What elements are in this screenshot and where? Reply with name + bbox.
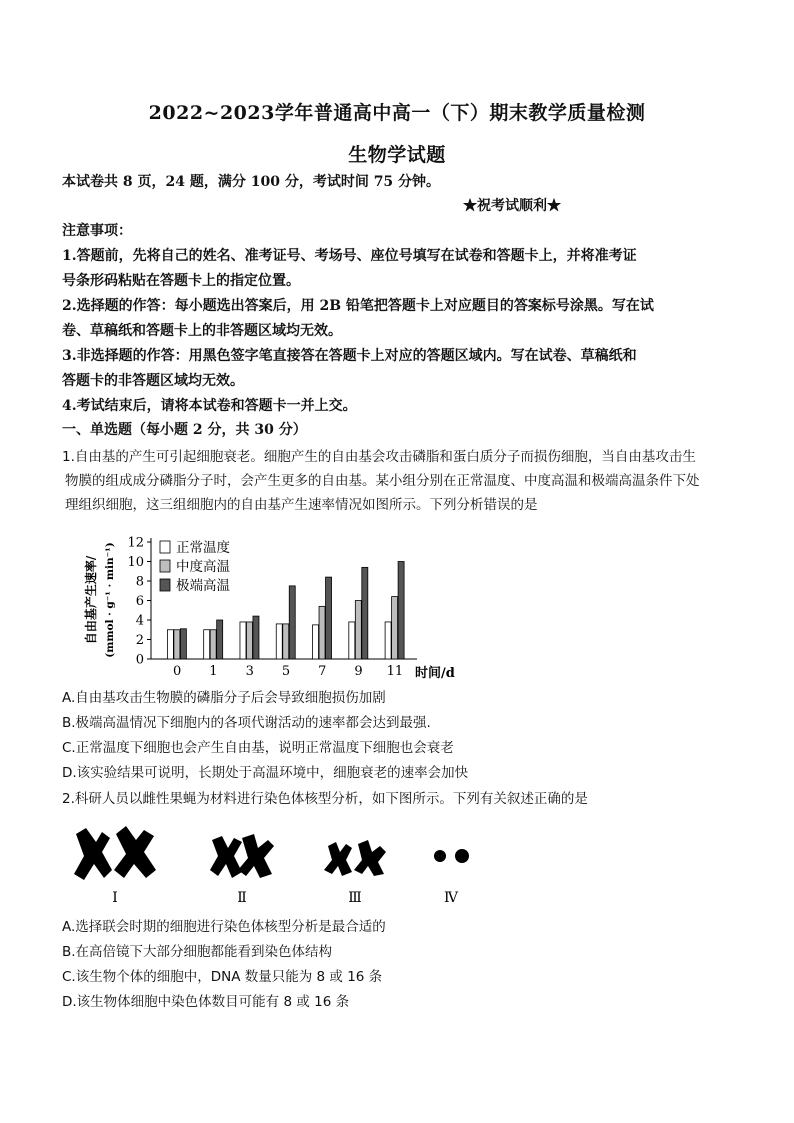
bar-正常温度 — [167, 630, 173, 659]
bar-中度高温 — [210, 630, 216, 659]
bar-中度高温 — [246, 622, 252, 659]
legend-swatch — [160, 541, 170, 553]
question-1-stem: 1.自由基的产生可引起细胞衰老。细胞产生的自由基会攻击磷脂和蛋白质分子而损伤细胞，当自由基攻击生 物膜的组成成分磷脂分子时，会产生更多的自由基。某小组分别在正常温度、中度高温和极端高温条件下处 理组织细胞，这三组细胞内的自由基产生速率情况如图所示。下列分析错误的是 — [62, 449, 700, 513]
section-title: 一、单选题（每小题 2 分，共 30 分） — [62, 422, 307, 438]
bar-正常温度 — [313, 625, 319, 659]
x-tick-label: 3 — [245, 664, 254, 679]
karyotype-figure — [62, 818, 492, 910]
bar-极端高温 — [398, 562, 404, 660]
bar-正常温度 — [204, 630, 210, 659]
question-2-stem: 2.科研人员以雌性果蝇为材料进行染色体核型分析，如下图所示。下列有关叙述正确的是 — [62, 791, 588, 807]
bar-中度高温 — [174, 630, 180, 659]
x-tick-label: 9 — [354, 664, 363, 679]
page-title: 2022~2023学年普通高中高一（下）期末教学质量检测 — [148, 102, 646, 124]
legend-label: 极端高温 — [176, 578, 230, 594]
bar-正常温度 — [349, 622, 355, 659]
option-c: C.正常温度下细胞也会产生自由基，说明正常温度下细胞也会衰老 — [62, 740, 454, 756]
bar-中度高温 — [283, 624, 289, 659]
x-tick-label: 5 — [281, 664, 291, 679]
x-tick-label: 1 — [209, 664, 218, 679]
option-d: D.该实验结果可说明，长期处于高温环境中，细胞衰老的速率会加快 — [62, 765, 469, 781]
legend-label: 正常温度 — [176, 540, 230, 556]
option-a: A.选择联会时期的细胞进行染色体核型分析是最合适的 — [62, 919, 386, 935]
y-tick-label: 10 — [127, 555, 144, 570]
chromosome-pair-iii — [324, 840, 386, 876]
bar-极端高温 — [362, 567, 368, 659]
option-b: B.在高倍镜下大部分细胞都能看到染色体结构 — [62, 944, 333, 960]
bar-正常温度 — [385, 622, 391, 659]
y-tick-label: 6 — [135, 594, 144, 609]
label-i: Ⅰ — [112, 890, 118, 906]
x-tick-label: 7 — [318, 664, 327, 679]
x-tick-label: 0 — [173, 664, 182, 679]
bar-极端高温 — [217, 620, 223, 659]
y-tick-label: 12 — [127, 535, 144, 551]
y-tick-label: 4 — [135, 613, 144, 629]
notes-list — [62, 244, 742, 419]
bar-正常温度 — [240, 622, 246, 659]
bar-中度高温 — [319, 606, 325, 659]
option-c: C.该生物个体的细胞中，DNA 数量只能为 8 或 16 条 — [62, 969, 383, 985]
free-radical-chart — [75, 532, 475, 680]
note-item: 4.考试结束后，请将本试卷和答题卡一并上交。 — [62, 398, 357, 414]
label-iv: Ⅳ — [444, 890, 458, 906]
notes-title: 注意事项： — [62, 223, 132, 239]
bar-极端高温 — [326, 577, 332, 659]
option-a: A.自由基攻击生物膜的磷脂分子后会导致细胞损伤加剧 — [62, 690, 386, 706]
chromosome-pair-i — [74, 826, 156, 880]
exam-summary: 本试卷共 8 页，24 题，满分 100 分，考试时间 75 分钟。 — [62, 174, 441, 190]
x-tick-label: 11 — [386, 664, 404, 679]
page-subtitle: 生物学试题 — [348, 144, 446, 166]
note-item: 1.答题前，先将自己的姓名、准考证号、考场号、座位号填写在试卷和答题卡上，并将准考证 号条形码粘贴在答题卡上的指定位置。 — [62, 248, 637, 289]
bar-正常温度 — [276, 624, 282, 659]
bar-中度高温 — [355, 601, 361, 660]
bar-极端高温 — [289, 586, 295, 659]
note-item: 2.选择题的作答：每小题选出答案后，用 2B 铅笔把答题卡上对应题目的答案标号涂黑。写在试 卷、草稿纸和答题卡上的非答题区域均无效。 — [62, 298, 654, 339]
note-item: 3.非选择题的作答：用黑色签字笔直接答在答题卡上对应的答题区域内。写在试卷、草稿纸和 答题卡的非答题区域均无效。 — [62, 348, 637, 389]
label-iii: Ⅲ — [348, 890, 362, 906]
y-tick-label: 0 — [135, 652, 144, 668]
option-d: D.该生物体细胞中染色体数目可能有 8 或 16 条 — [62, 994, 350, 1010]
option-b: B.极端高温情况下细胞内的各项代谢活动的速率都会达到最强. — [62, 715, 431, 731]
legend-swatch — [160, 560, 170, 572]
y-tick-label: 8 — [135, 574, 144, 590]
question-2-options — [62, 915, 752, 1015]
y-tick-label: 2 — [135, 633, 144, 648]
x-axis-label: 时间/d — [415, 666, 455, 680]
good-luck-text: ★祝考试顺利★ — [463, 198, 561, 214]
chromosome-pair-ii — [210, 834, 274, 878]
question-1-options — [62, 686, 752, 786]
y-axis-unit: (mmol · g⁻¹ · min⁻¹) — [104, 542, 116, 658]
chromosome-pair-iv — [434, 849, 469, 863]
bar-极端高温 — [180, 629, 186, 659]
legend-label: 中度高温 — [176, 559, 230, 575]
y-axis-label: 自由基产生速率/ — [84, 555, 98, 645]
legend-swatch — [160, 579, 170, 591]
label-ii: Ⅱ — [237, 890, 247, 906]
bar-中度高温 — [392, 597, 398, 659]
bar-极端高温 — [253, 616, 259, 659]
